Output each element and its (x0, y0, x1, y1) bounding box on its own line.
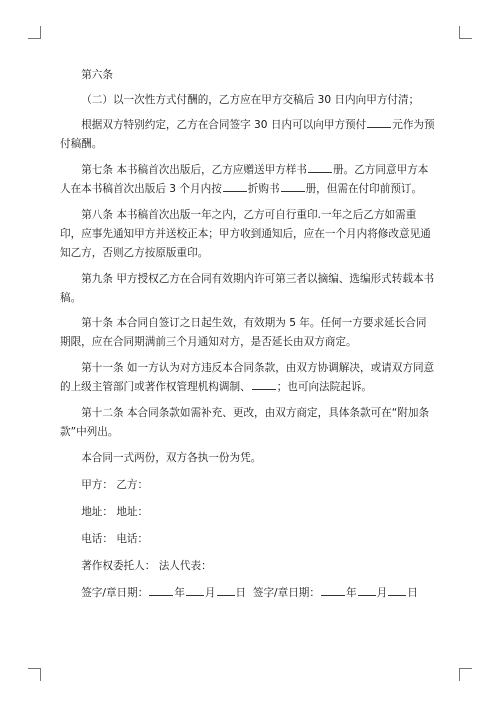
blank-field (186, 584, 204, 596)
crop-mark-top-right (459, 26, 472, 39)
address-line: 地址： 地址： (81, 506, 149, 518)
blank-field (252, 378, 276, 390)
crop-mark-top-left (28, 26, 41, 39)
crop-mark-bottom-left (28, 668, 41, 681)
blank-field (149, 584, 173, 596)
article-6-heading: 第六条 (81, 69, 113, 81)
phone-line: 电话： 电话： (81, 533, 149, 545)
signature-date-line: 签字/章日期： 年 月 日 签字/章日期： 年 月 日 (60, 584, 436, 603)
blank-field (358, 584, 376, 596)
article-12: 第十二条 本合同条款如需补充、更改，由双方商定，具体条款可在“附加条款”中列出。 (60, 407, 430, 438)
blank-field (367, 116, 391, 128)
blank-field (308, 161, 332, 173)
blank-field (388, 584, 406, 596)
article-7: 第七条 本书稿首次出版后，乙方应赠送甲方样书 册。乙方同意甲方本人在本书稿首次出版后 3 个月内按 折购书 册，但需在付印前预订。 (60, 161, 436, 199)
blank-field (281, 180, 305, 192)
article-11: 第十一条 如一方认为对方违反本合同条款，由双方协调解决，或请双方同意的上级主管部门或著作权管理机构调制、 ；也可向法院起诉。 (60, 362, 435, 393)
article-8: 第八条 本书稿首次出版一年之内，乙方可自行重印.一年之后乙方如需重印，应事先通知甲方并送校正本；甲方收到通知后，应在一个月内将修改意见通知乙方，否则乙方按原版重印。 (60, 209, 431, 259)
crop-mark-bottom-right (459, 668, 472, 681)
copies-clause: 本合同一式两份，双方各执一份为凭。 (81, 452, 262, 464)
article-6-prepayment: 根据双方特别约定，乙方在合同签字 30 日内可以向甲方预付 元作为预付稿酬。 (60, 116, 436, 154)
article-10: 第十条 本合同自签订之日起生效，有效期为 5 年。任何一方要求延长合同期限，应在合同期满前三个月通知对方，是否延长由双方商定。 (60, 317, 427, 348)
article-6-item-2: （二）以一次性方式付酬的，乙方应在甲方交稿后 30 日内向甲方付清； (81, 94, 420, 106)
contract-body (60, 66, 436, 611)
blank-field (217, 584, 235, 596)
article-9: 第九条 甲方授权乙方在合同有效期内许可第三者以摘编、选编形式转载本书稿。 (60, 273, 435, 304)
blank-field (321, 584, 345, 596)
blank-field (223, 180, 247, 192)
party-line: 甲方： 乙方： (81, 479, 149, 491)
representative-line: 著作权委托人： 法人代表： (81, 560, 212, 572)
